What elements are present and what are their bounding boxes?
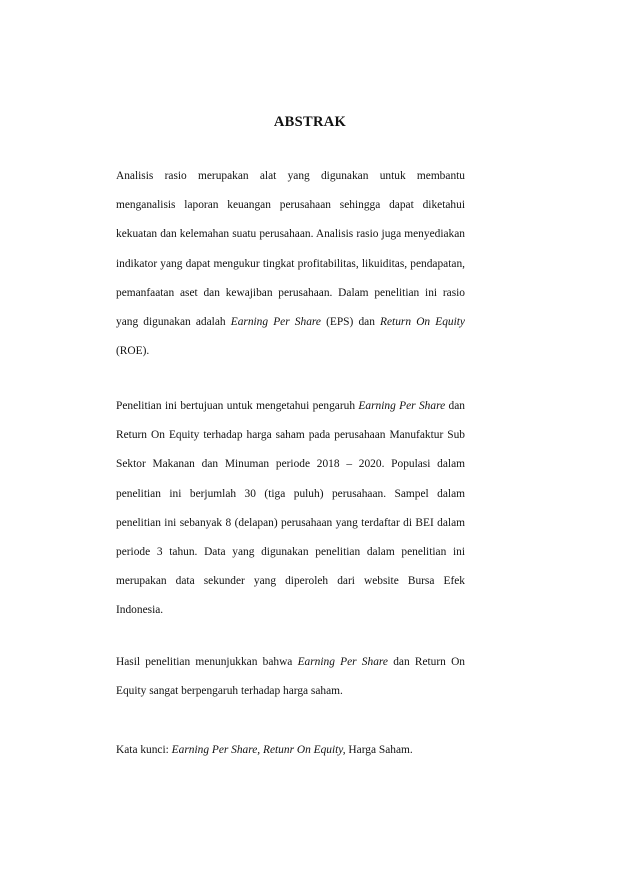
paragraph-text: Penelitian ini bertujuan untuk mengetahui pengaruh [116, 400, 359, 412]
italic-term: Earning Per Share [230, 316, 321, 329]
italic-term: Return On Equity [380, 316, 465, 329]
paragraph-text: (EPS) dan [320, 316, 381, 329]
paragraph-text: (ROE). [116, 345, 150, 358]
keywords-label: Kata kunci: [116, 744, 172, 756]
italic-term: Earning Per Share [297, 656, 388, 668]
abstract-paragraph-3 [116, 648, 465, 706]
italic-term: Earning Per Share [358, 400, 446, 412]
abstract-paragraph-2 [116, 392, 465, 626]
italic-term: Earning Per Share, Retunr On Equity, [171, 744, 346, 756]
paragraph-text: dan Return On Equity sangat berpengaruh terhadap harga saham. [116, 656, 466, 698]
page-title: ABSTRAK [273, 114, 347, 130]
keywords-line [116, 736, 465, 765]
paragraph-text: Harga Saham. [345, 744, 413, 756]
paragraph-text: Analisis rasio merupakan alat yang digunakan untuk membantu menganalisis laporan keuangan perusahaan sehingga dapat diketahui kekuatan dan kelemahan suatu perusahaan. Analisis rasio juga menyediakan indikator yang dapat mengukur tingkat profitabilitas, likuiditas, pendapatan, pemanfaatan aset dan kewajiban perusahaan. Dalam penelitian ini rasio yang digunakan adalah [116, 170, 465, 329]
paragraph-text: Hasil penelitian menunjukkan bahwa [116, 656, 298, 668]
paragraph-text: dan Return On Equity terhadap harga saham pada perusahaan Manufaktur Sub Sektor Makanan dan Minuman periode 2018 – 2020. Populasi dalam penelitian ini berjumlah 30 (tiga puluh) perusahaan. Sampel dalam penelitian ini sebanyak 8 (delapan) perusahaan yang terdaftar di BEI dalam periode 3 tahun. Data yang digunakan penelitian dalam penelitian ini merupakan data sekunder yang diperoleh dari website Bursa Efek Indonesia. [116, 400, 465, 617]
abstract-paragraph-1 [116, 162, 465, 366]
